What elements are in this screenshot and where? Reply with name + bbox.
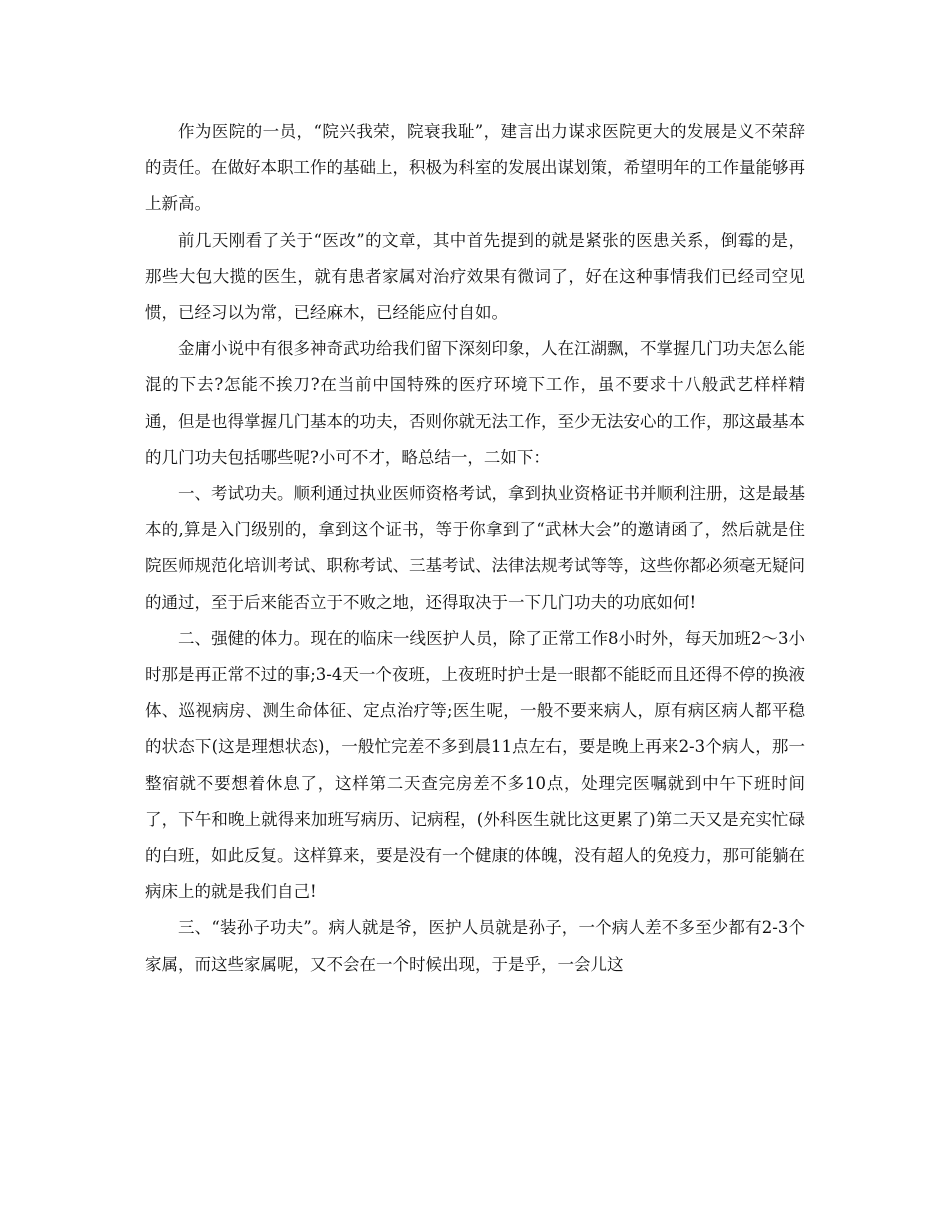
- paragraph-1: 作为医院的一员，“院兴我荣，院衰我耻”，建言出力谋求医院更大的发展是义不荣辞的责任。在做好本职工作的基础上，积极为科室的发展出谋划策，希望明年的工作量能够再上新高。: [145, 122, 805, 214]
- paragraph-2: 前几天刚看了关于“医改”的文章，其中首先提到的就是紧张的医患关系，倒霉的是，那些大包大揽的医生，就有患者家属对治疗效果有微词了，好在这种事情我们已经司空见惯，已经习以为常，已经麻木，已经能应付自如。: [145, 230, 805, 323]
- document-page: [145, 114, 805, 983]
- paragraph-3: 金庸小说中有很多神奇武功给我们留下深刻印象，人在江湖飘，不掌握几门功夫怎么能混的下去?怎能不挨刀?在当前中国特殊的医疗环境下工作，虽不要求十八般武艺样样精通，但是也得掌握几门基本的功夫，否则你就无法工作，至少无法安心的工作，那这最基本的几门功夫包括哪些呢?小可不才，略总结一，二如下：: [145, 339, 805, 467]
- paragraph-6: 三、“装孙子功夫”。病人就是爷，医护人员就是孙子，一个病人差不多至少都有2-3个家属，而这些家属呢，又不会在一个时候出现，于是乎，一会儿这: [145, 918, 805, 974]
- paragraph-5: 二、强健的体力。现在的临床一线医护人员，除了正常工作8小时外，每天加班2～3小时那是再正常不过的事;3-4天一个夜班，上夜班时护士是一眼都不能眨而且还得不停的换液体、巡视病房、测生命体征、定点治疗等;医生呢，一般不要来病人，原有病区病人都平稳的状态下(这是理想状态)，一般忙完差不多到晨11点左右，要是晚上再来2-3个病人，那一整宿就不要想着休息了，这样第二天查完房差不多10点，处理完医嘱就到中午下班时间了，下午和晚上就得来加班写病历、记病程，(外科医生就比这更累了)第二天又是充实忙碌的白班，如此反复。这样算来，要是没有一个健康的体魄，没有超人的免疫力，那可能躺在病床上的就是我们自己!: [145, 628, 805, 902]
- paragraph-4: 一、考试功夫。顺利通过执业医师资格考试，拿到执业资格证书并顺利注册，这是最基本的,算是入门级别的，拿到这个证书，等于你拿到了“武林大会”的邀请函了，然后就是住院医师规范化培训考试、职称考试、三基考试、法律法规考试等等，这些你都必须毫无疑问的通过，至于后来能否立于不败之地，还得取决于一下几门功夫的功底如何!: [145, 484, 805, 612]
